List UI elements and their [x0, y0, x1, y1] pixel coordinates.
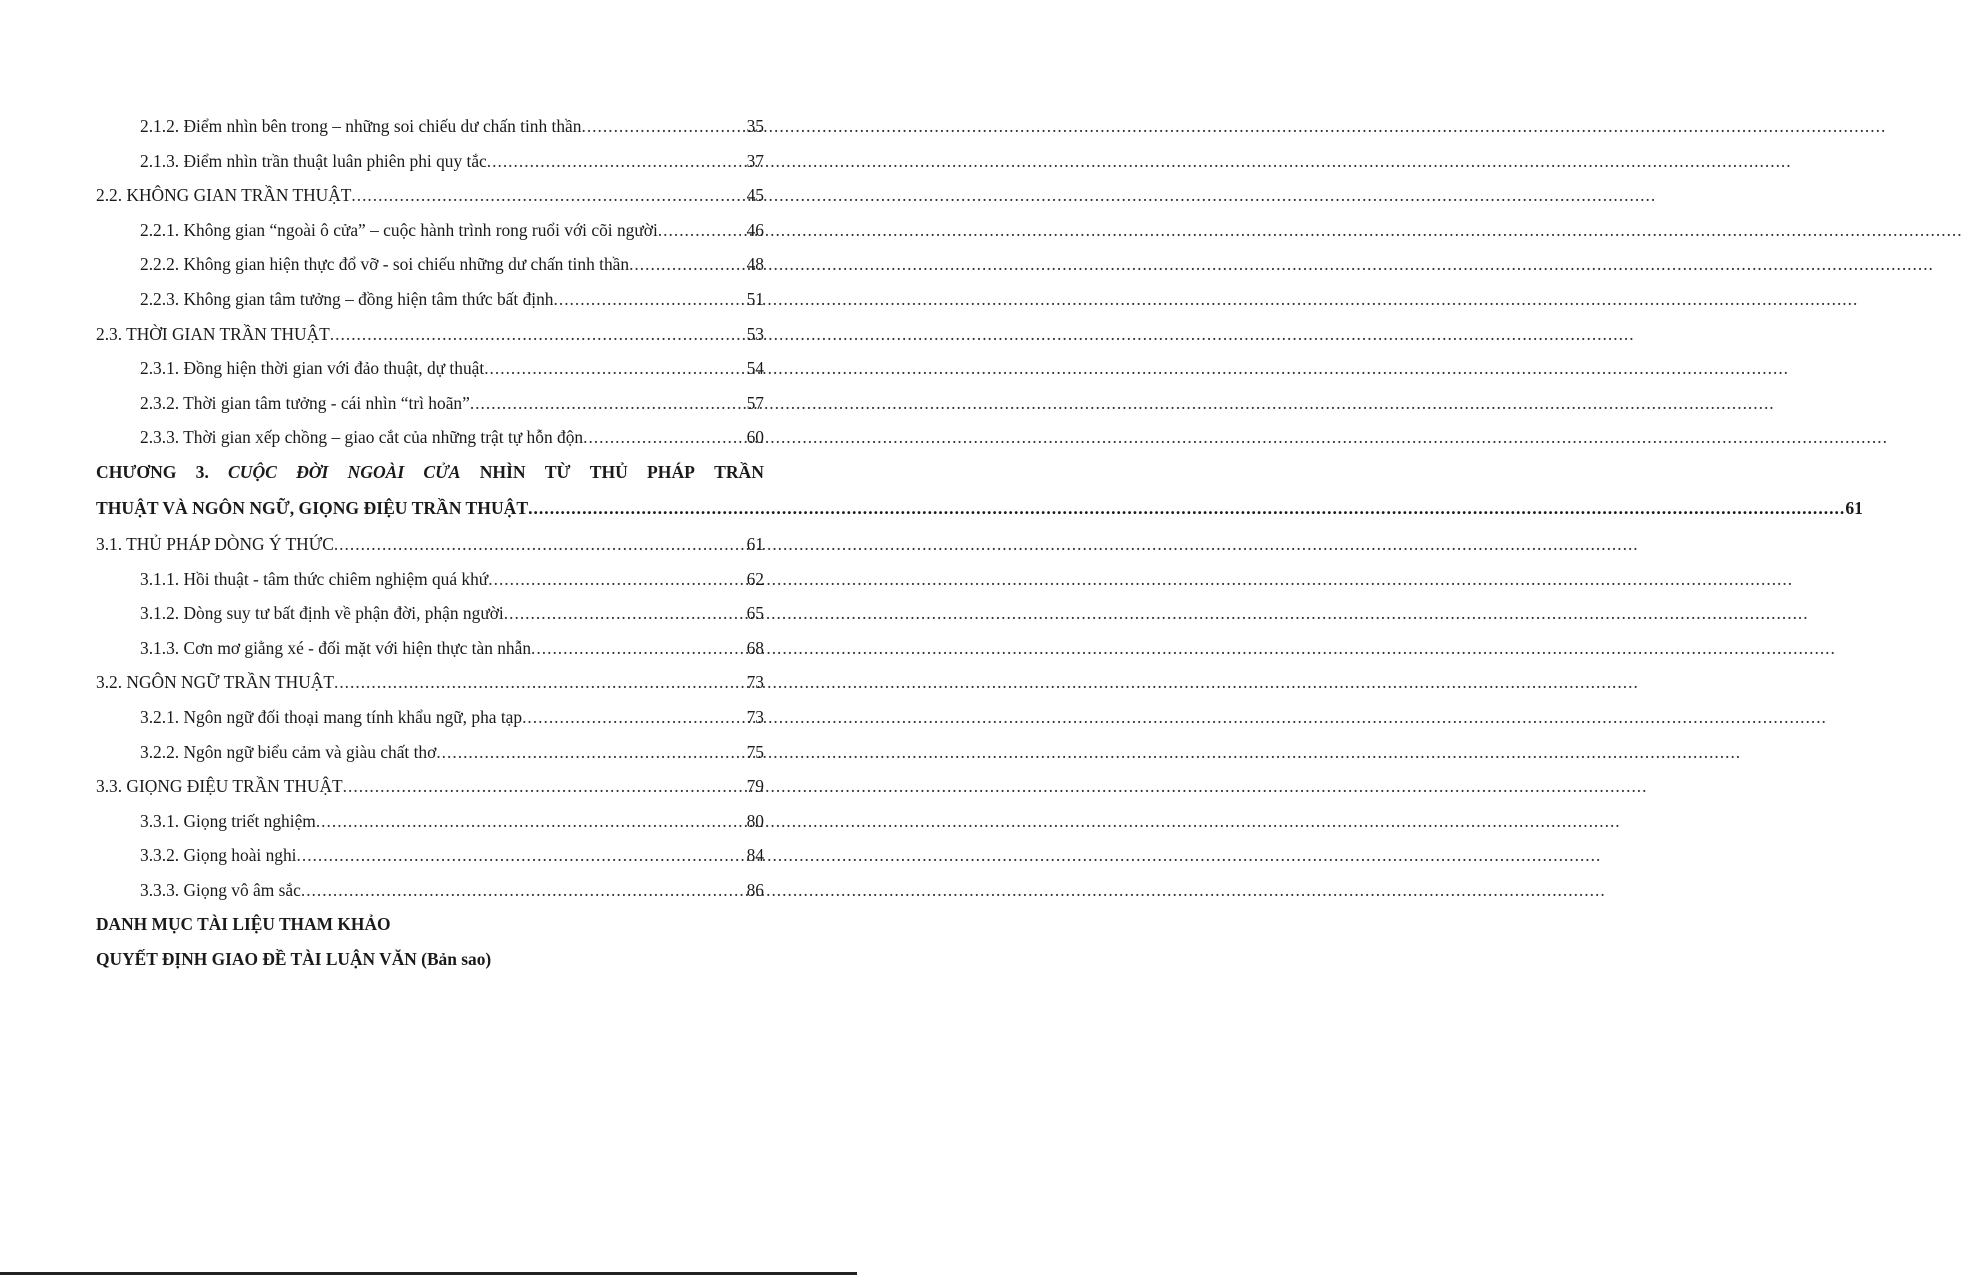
toc-entry: [96, 569, 764, 604]
page-number: 45: [746, 185, 764, 206]
dot-leader: [528, 498, 1845, 519]
chapter-3-word: NGOÀI: [347, 461, 405, 482]
page-number: 37: [746, 150, 764, 171]
toc-entry: [96, 811, 764, 846]
toc-entry: [96, 324, 764, 359]
page-number: 80: [746, 810, 764, 831]
chapter-3-title-line1: [96, 462, 764, 498]
dot-leader: [522, 707, 746, 728]
toc-entry-title: 3.3. GIỌNG ĐIỆU TRẦN THUẬT: [96, 776, 343, 797]
dot-leader: [531, 638, 746, 659]
decision-heading: QUYẾT ĐỊNH GIAO ĐỀ TÀI LUẬN VĂN (Bản sao): [96, 949, 492, 970]
page-number: 48: [746, 254, 764, 275]
toc-entry: [96, 776, 764, 811]
dot-leader: [316, 811, 746, 832]
dot-leader: [487, 151, 746, 172]
toc-entry: [96, 707, 764, 742]
chapter-3-word: CỬA: [423, 461, 461, 482]
toc-entry-title: 3.3.3. Giọng vô âm sắc: [140, 879, 301, 900]
toc-entry: [96, 638, 764, 673]
dot-leader: [330, 324, 746, 345]
toc-entry-title: 2.2.2. Không gian hiện thực đổ vỡ - soi chiếu những dư chấn tinh thần: [140, 254, 630, 275]
dot-leader: [334, 534, 746, 555]
toc-entry: [96, 151, 764, 186]
chapter-3-word: NHÌN: [479, 461, 526, 482]
toc-entry-title: 2.3.3. Thời gian xếp chồng – giao cắt của những trật tự hỗn độn: [140, 427, 584, 448]
toc-entry-title: 2.3.2. Thời gian tâm tưởng - cái nhìn “trì hoãn”: [140, 392, 470, 413]
toc-entry-title: 2.2. KHÔNG GIAN TRẦN THUẬT: [96, 185, 352, 206]
chapter-3-title-text: THUẬT VÀ NGÔN NGỮ, GIỌNG ĐIỆU TRẦN THUẬT: [96, 497, 529, 518]
toc-entry: [96, 289, 764, 324]
toc-entry-title: 3.1. THỦ PHÁP DÒNG Ý THỨC: [96, 533, 334, 554]
toc-entry: [96, 672, 764, 707]
dot-leader: [581, 116, 745, 137]
dot-leader: [436, 742, 745, 763]
chapter-3-word: 3.: [195, 461, 209, 482]
page-number: 60: [746, 427, 764, 448]
dot-leader: [629, 254, 746, 275]
page-number: 54: [746, 358, 764, 379]
dot-leader: [658, 220, 746, 241]
toc-entry: [96, 742, 764, 777]
toc-entry-title: 2.3. THỜI GIAN TRẦN THUẬT: [96, 323, 330, 344]
page-number: 61: [746, 533, 764, 554]
toc-entry: [96, 185, 764, 220]
toc-entry-title: 2.3.1. Đồng hiện thời gian với đảo thuật, dự thuật: [140, 358, 485, 379]
page-number: 51: [746, 288, 764, 309]
dot-leader: [343, 776, 746, 797]
chapter-3-word: CUỘC: [228, 461, 277, 482]
page-number: 73: [746, 672, 764, 693]
toc-section-chapter3: [96, 534, 764, 915]
page-number: 61: [1845, 497, 1863, 518]
toc-entry: [96, 427, 764, 462]
dot-leader: [583, 427, 746, 448]
toc-section-chapter2: [96, 116, 764, 462]
page-number: 65: [746, 603, 764, 624]
chapter-3-word: TRẦN: [714, 461, 764, 482]
page-number: 84: [746, 845, 764, 866]
page-number: 35: [746, 116, 764, 136]
toc-entry-title: 3.3.1. Giọng triết nghiệm: [140, 810, 316, 831]
toc-entry: [96, 603, 764, 638]
toc-entry: [96, 534, 764, 569]
toc-entry-title: 2.1.2. Điểm nhìn bên trong – những soi chiếu dư chấn tinh thần: [140, 116, 582, 136]
dot-leader: [334, 672, 746, 693]
toc-entry: [96, 393, 764, 428]
chapter-3-word: CHƯƠNG: [96, 461, 177, 482]
dot-leader: [488, 569, 745, 590]
toc-entry-title: 3.1.1. Hồi thuật - tâm thức chiêm nghiệm quá khứ: [140, 568, 489, 589]
toc-entry: [96, 116, 764, 151]
toc-entry: [96, 358, 764, 393]
chapter-3-word: TỪ: [544, 461, 571, 482]
references-heading: DANH MỤC TÀI LIỆU THAM KHẢO: [96, 914, 391, 935]
toc-entry-title: 3.2.1. Ngôn ngữ đối thoại mang tính khẩu ngữ, pha tạp: [140, 706, 523, 727]
toc-entry-title: 2.1.3. Điểm nhìn trần thuật luân phiên phi quy tắc: [140, 150, 487, 171]
chapter-3-word: THỦ: [589, 461, 628, 482]
dot-leader: [470, 393, 746, 414]
toc-entry-title: 2.2.3. Không gian tâm tưởng – đồng hiện tâm thức bất định: [140, 288, 554, 309]
toc-entry: [96, 220, 764, 255]
dot-leader: [351, 185, 745, 206]
toc-entry-title: 3.3.2. Giọng hoài nghi: [140, 845, 297, 866]
page-number: 73: [746, 706, 764, 727]
chapter-3-heading: [96, 461, 1863, 534]
dot-leader: [297, 845, 746, 866]
dot-leader: [554, 289, 746, 310]
toc-entry-title: 3.1.3. Cơn mơ giằng xé - đối mặt với hiện thực tàn nhẫn: [140, 637, 532, 658]
dot-leader: [301, 880, 746, 901]
chapter-3-word: ĐỜI: [296, 461, 329, 482]
page-number: 79: [746, 776, 764, 797]
chapter-3-word: PHÁP: [647, 461, 695, 482]
dot-leader: [504, 603, 746, 624]
toc-entry: [96, 880, 764, 915]
page-number: 75: [746, 741, 764, 762]
toc-entry: [96, 254, 764, 289]
toc-entry-title: 2.2.1. Không gian “ngoài ô cửa” – cuộc hành trình rong ruổi với cõi người: [140, 219, 658, 240]
chapter-3-title-line2: [96, 497, 1863, 534]
page-number: 68: [746, 637, 764, 658]
page-number: 46: [746, 219, 764, 240]
page-number: 86: [746, 879, 764, 900]
dot-leader: [484, 358, 745, 379]
toc-entry: [96, 845, 764, 880]
table-of-contents: [96, 116, 1863, 984]
toc-entry-title: 3.1.2. Dòng suy tư bất định về phận đời, phận người: [140, 603, 504, 624]
toc-entry-title: 3.2.2. Ngôn ngữ biểu cảm và giàu chất thơ: [140, 741, 437, 762]
page-number: 53: [746, 323, 764, 344]
page-number: 57: [746, 392, 764, 413]
toc-entry-title: 3.2. NGÔN NGỮ TRẦN THUẬT: [96, 672, 334, 693]
page-number: 62: [746, 568, 764, 589]
